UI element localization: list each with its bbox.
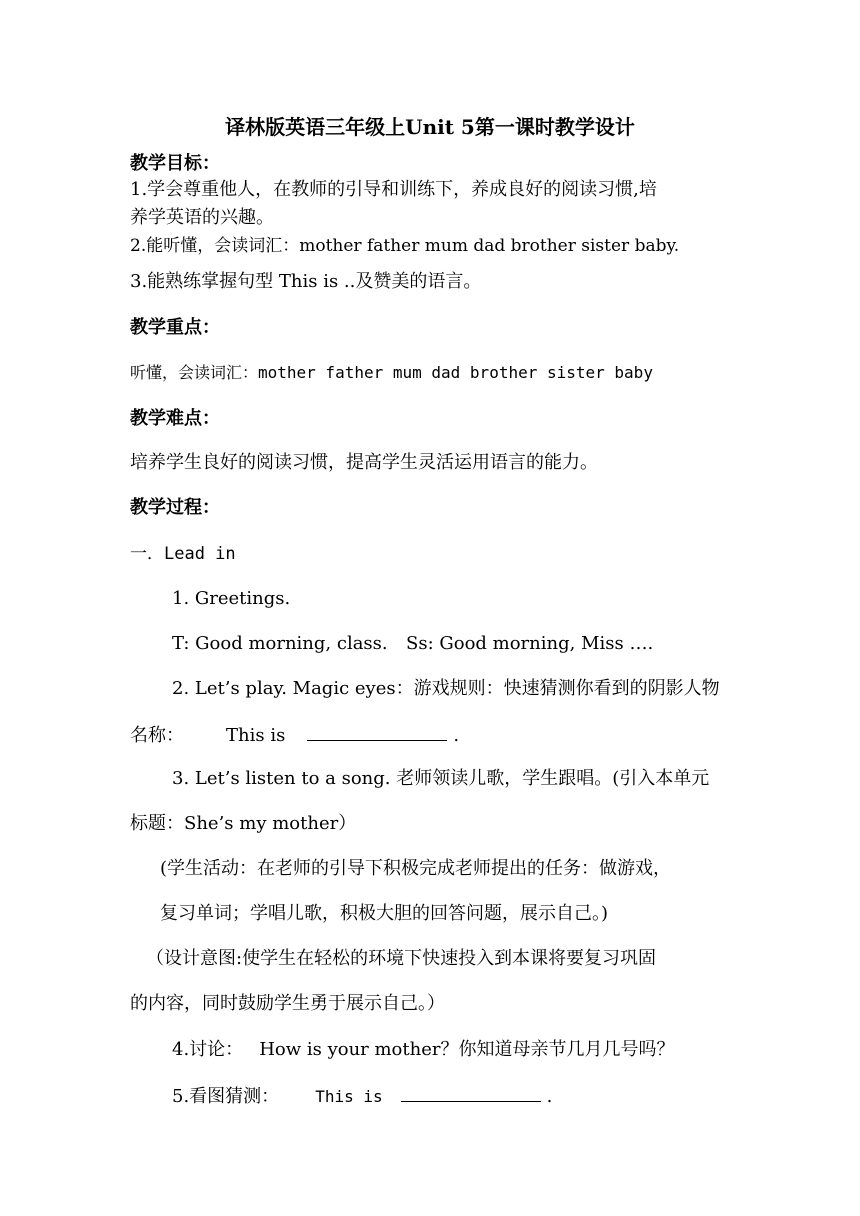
objective-1-line-1: 1.学会尊重他人，在教师的引导和训练下，养成良好的阅读习惯,培: [130, 179, 657, 200]
step-song-line-2: 标题：She’s my mother）: [130, 813, 357, 834]
step-guess-end: .: [546, 1086, 553, 1107]
objective-2: 2.能听懂，会读词汇：mother father mum dad brother sister baby.: [130, 236, 680, 256]
step-guess-this-is: This is: [315, 1087, 383, 1106]
step-song-line-1: 3. Let’s listen to a song. 老师领读儿歌，学生跟唱。(引入本单元: [172, 768, 710, 789]
activity-line-2: 复习单词；学唱儿歌，积极大胆的回答问题，展示自己。): [160, 903, 609, 924]
difficulties-text: 培养学生良好的阅读习惯，提高学生灵活运用语言的能力。: [130, 452, 598, 473]
process-heading: 教学过程：: [130, 497, 220, 518]
step-play-end: .: [453, 725, 460, 746]
intent-line-2: 的内容，同时鼓励学生勇于展示自己。）: [130, 993, 445, 1014]
objective-3: 3.能熟练掌握句型 This is ..及赞美的语言。: [130, 271, 482, 292]
step-greetings: 1. Greetings.: [172, 588, 291, 609]
guess-blank: [401, 1083, 541, 1102]
dialog-teacher: T: Good morning, class.: [172, 633, 388, 654]
objectives-heading: 教学目标：: [130, 153, 220, 174]
intent-line-1: （设计意图:使学生在轻松的环境下快速投入到本课将要复习巩固: [146, 948, 657, 969]
step-play-line-1: 2. Let’s play. Magic eyes：游戏规则：快速猜测你看到的阴影人物: [172, 678, 720, 699]
answer-blank: [307, 722, 447, 741]
step-discussion-text: How is your mother？你知道母亲节几月几号吗？: [259, 1039, 675, 1060]
step-guess: [172, 1083, 552, 1109]
section-lead-in: 一．Lead in: [130, 544, 236, 564]
activity-line-1: (学生活动：在老师的引导下积极完成老师提出的任务：做游戏，: [160, 858, 672, 879]
document-title: 译林版英语三年级上Unit 5第一课时教学设计: [225, 115, 635, 139]
difficulties-heading: 教学难点：: [130, 408, 220, 429]
step-guess-prefix: 5.看图猜测：: [172, 1086, 280, 1107]
step-play-line-2: [130, 722, 459, 748]
step-discussion-prefix: 4.讨论：: [172, 1039, 244, 1060]
objective-1-line-2: 养学英语的兴趣。: [130, 207, 274, 228]
step-play-prefix: 名称：: [130, 725, 184, 746]
key-points-heading: 教学重点：: [130, 317, 220, 338]
key-points-text: 听懂，会读词汇：mother father mum dad brother sister baby: [130, 363, 653, 382]
dialog-students: Ss: Good morning, Miss ….: [406, 633, 654, 654]
step-play-this-is: This is: [226, 725, 286, 746]
step-discussion: [172, 1038, 674, 1062]
